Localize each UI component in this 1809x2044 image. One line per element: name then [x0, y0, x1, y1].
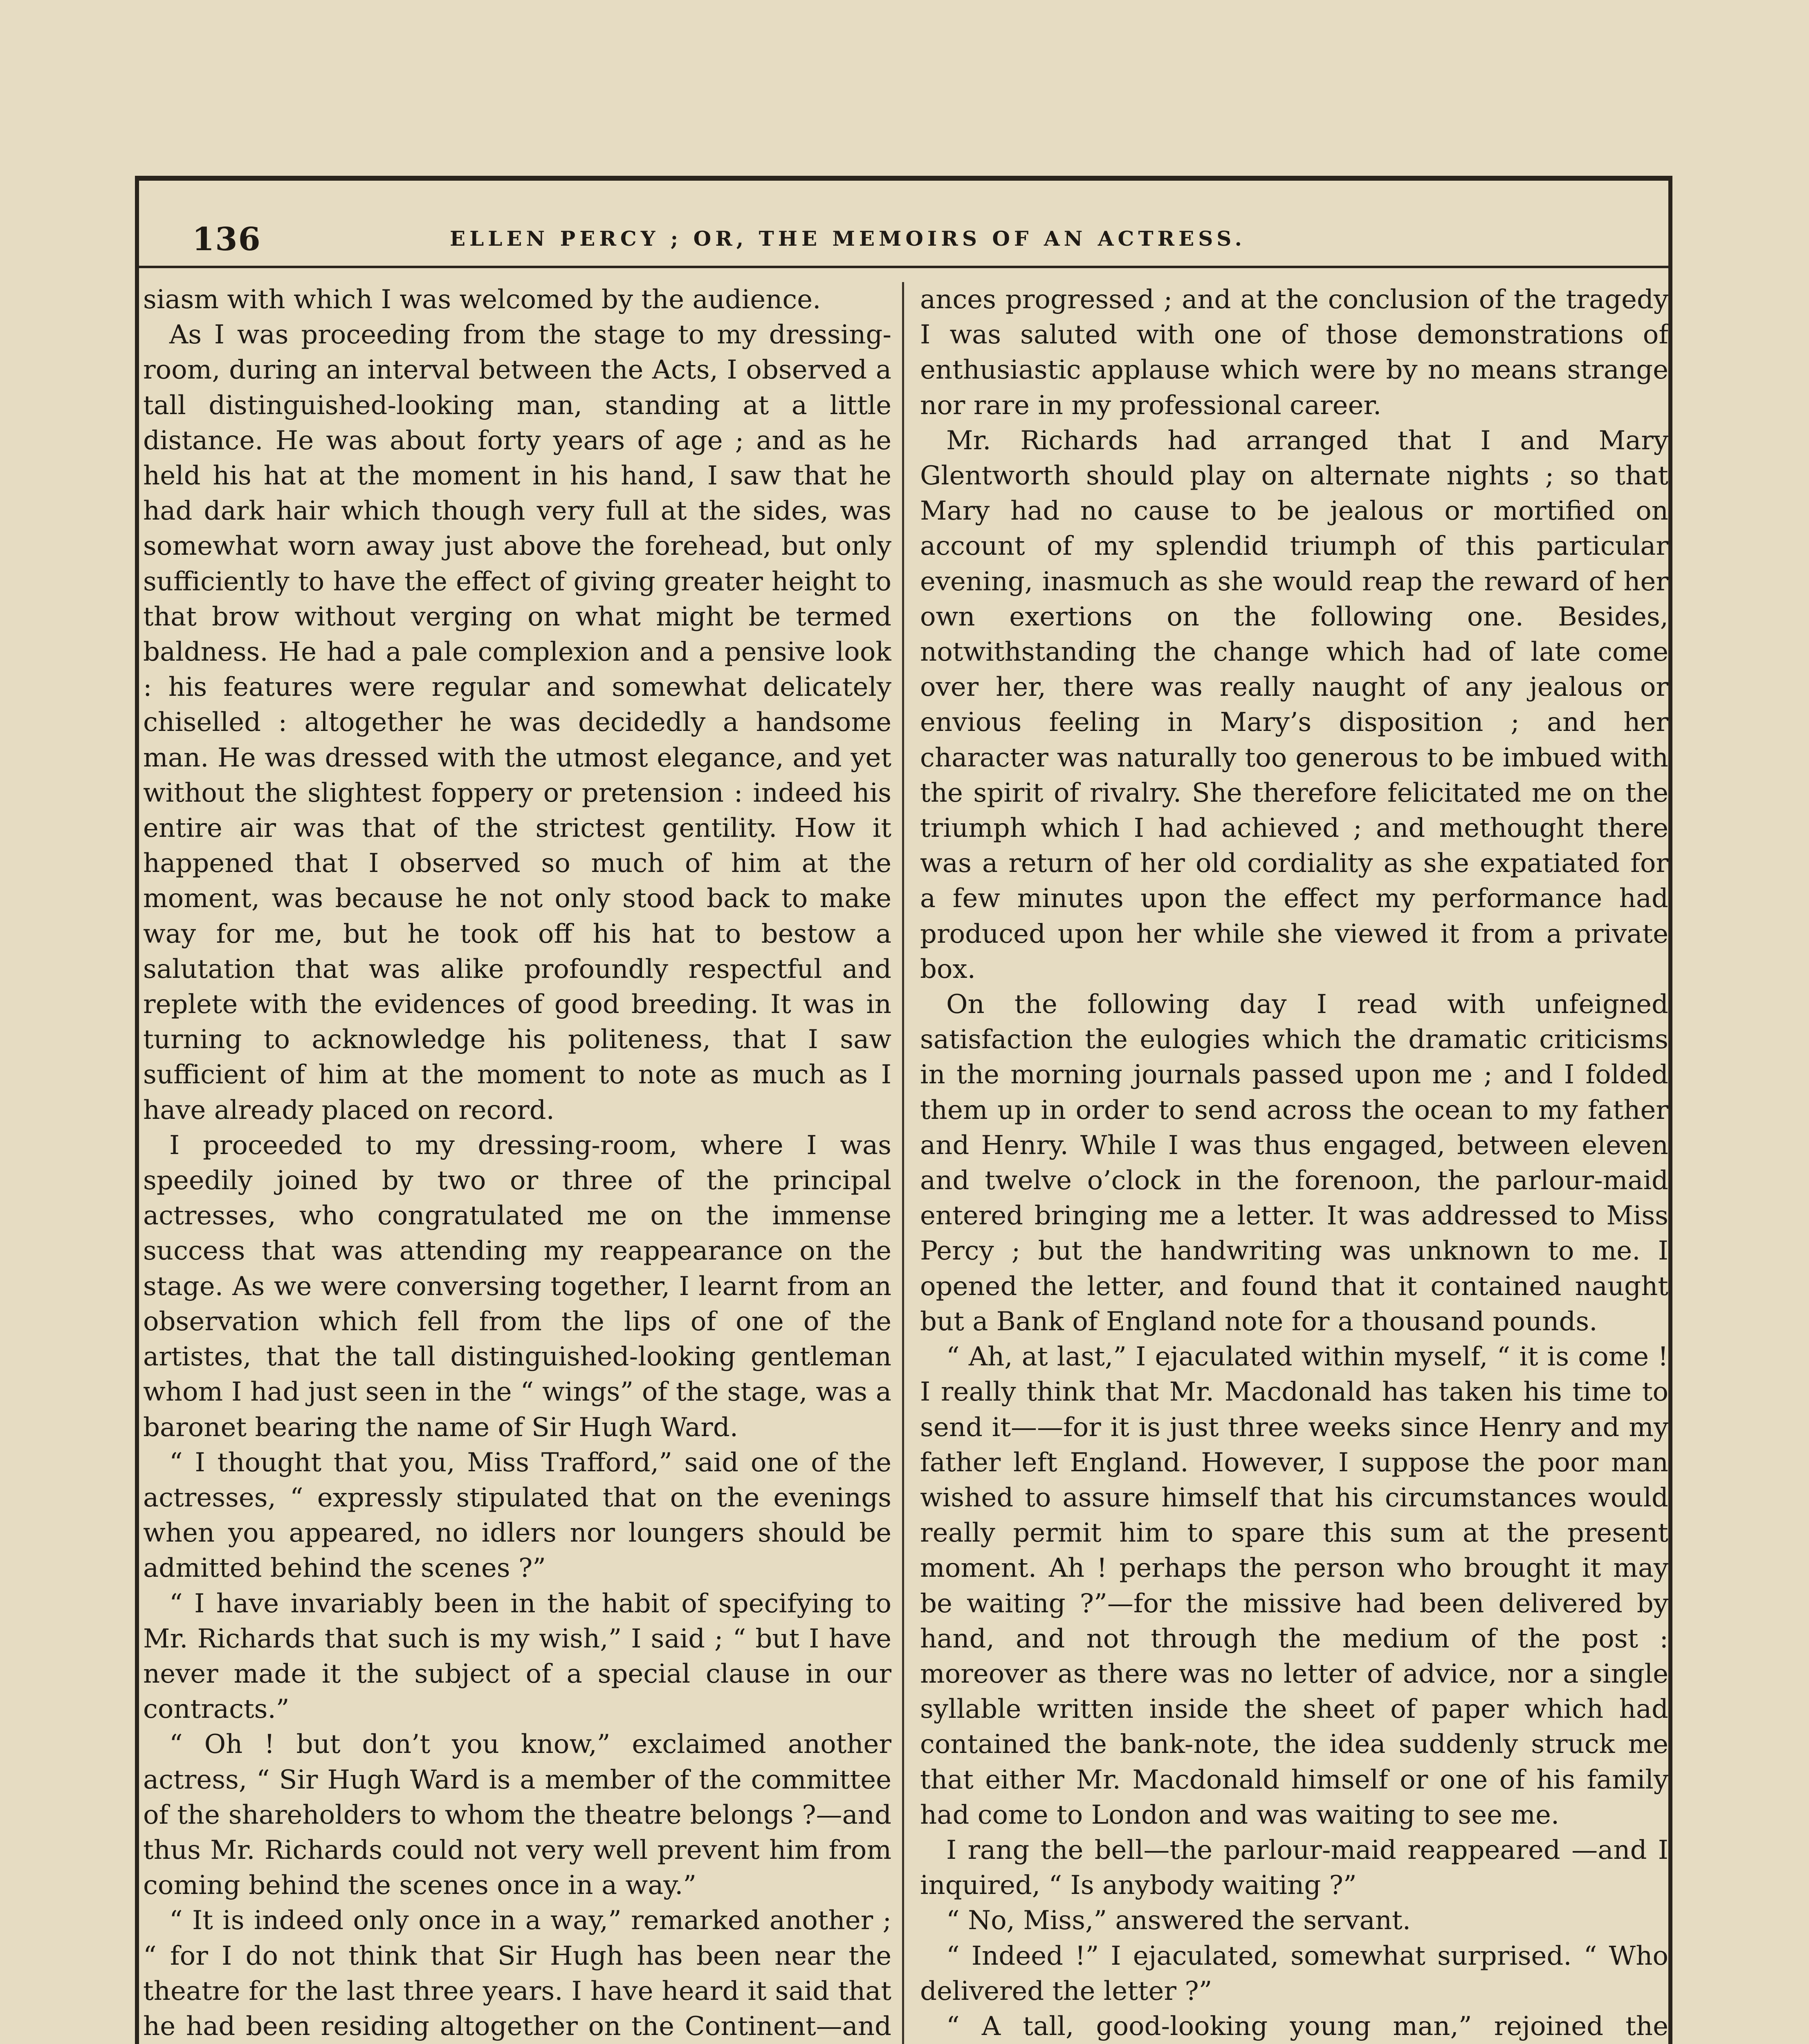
paragraph: “ No, Miss,” answered the servant. [946, 1905, 1411, 1936]
paragraph: “ Oh ! but don’t you know,” exclaimed another actress, “ Sir Hugh Ward is a member of the committee of the shareholders to whom the theatre belongs ?—and thus Mr. Richards could not very well prevent him from coming behind the scenes once in a way.” [143, 1729, 891, 1901]
paragraph: ances progressed ; and at the conclusion of the tragedy I was saluted with one of those demonstrations of enthusiastic applause which were by no means strange nor rare in my professional career. [920, 285, 1668, 421]
right-border-rule [1668, 176, 1672, 2044]
paragraph: “ I thought that you, Miss Trafford,” said one of the actresses, “ expressly stipulated that on the evenings when you appeared, no idlers nor loungers should be admitted behind the scenes ?” [143, 1447, 891, 1584]
paragraph: “ I have invariably been in the habit of specifying to Mr. Richards that such is my wish,” I said ; “ but I have never made it the subject of a special clause in our contracts.” [143, 1588, 891, 1725]
right-column [920, 282, 1668, 2044]
left-border-rule [135, 176, 139, 2044]
column-divider [902, 282, 904, 2044]
running-header [184, 213, 1656, 258]
page-number: 136 [192, 221, 261, 258]
top-border-rule [135, 176, 1672, 181]
paragraph: On the following day I read with unfeigned satisfaction the eulogies which the dramatic criticisms in the morning journals passed upon me ; and I folded them up in order to send across the ocean to my father and Henry. While I was thus engaged, between eleven and twelve o’clock in the forenoon, the parlour-maid entered bringing me a letter. It was addressed to Miss Percy ; but the handwriting was unknown to me. I opened the letter, and found that it contained naught but a Bank of England note for a thousand pounds. [920, 989, 1668, 1337]
paragraph: I rang the bell—the parlour-maid reappeared —and I inquired, “ Is anybody waiting ?” [920, 1835, 1668, 1901]
paragraph: Mr. Richards had arranged that I and Mary Glentworth should play on alternate nights ; so that Mary had no cause to be jealous or mortified on account of my splendid triumph of this particular evening, inasmuch as she would reap the reward of her own exertions on the following one. Besides, notwithstanding the change which had of late come over her, there was really naught of any jealous or envious feeling in Mary’s disposition ; and her character was naturally too generous to be imbued with the spirit of rivalry. She therefore felicitated me on the triumph which I had achieved ; and methought there was a return of her old cordiality as she expatiated for a few minutes upon the effect my performance had produced upon her while she viewed it from a private box. [920, 425, 1668, 984]
paragraph: “ Indeed !” I ejaculated, somewhat surprised. “ Who delivered the letter ?” [920, 1941, 1668, 2006]
running-title: ELLEN PERCY ; OR, THE MEMOIRS OF AN ACTRESS. [450, 226, 1246, 251]
header-rule [139, 266, 1668, 268]
paragraph: “ Ah, at last,” I ejaculated within myself, “ it is come ! I really think that Mr. Macdonald has taken his time to send it——for it is just three weeks since Henry and my father left England. However, I suppose the poor man wished to assure himself that his circumstances would really permit him to spare this sum at the present moment. Ah ! perhaps the person who brought it may be waiting ?”—for the missive had been delivered by hand, and not through the medium of the post : moreover as there was no letter of advice, nor a single syllable written inside the sheet of paper which had contained the bank-note, the idea suddenly struck me that either Mr. Macdonald himself or one of his family had come to London and was waiting to see me. [920, 1342, 1668, 1830]
left-column [143, 282, 891, 2044]
paragraph: siasm with which I was welcomed by the audience. [143, 285, 821, 315]
paragraph: “ A tall, good-looking young man,” rejoined the [946, 2011, 1668, 2042]
paragraph: I proceeded to my dressing-room, where I was speedily joined by two or three of the principal actresses, who congratulated me on the immense success that was attending my reappearance on the stage. As we were conversing together, I learnt from an observation which fell from the lips of one of the artistes, that the tall distinguished-looking gentleman whom I had just seen in the “ wings” of the stage, was a baronet bearing the name of Sir Hugh Ward. [143, 1130, 891, 1443]
paragraph: “ It is indeed only once in a way,” remarked another ; “ for I do not think that Sir Hugh has been near the theatre for the last three years. I have heard it said that he had been residing altogether on the Continent—and [143, 1905, 891, 2042]
paragraph: As I was proceeding from the stage to my dressing-room, during an interval between the Acts, I observed a tall distinguished-looking man, standing at a little distance. He was about forty years of age ; and as he held his hat at the moment in his hand, I saw that he had dark hair which though very full at the sides, was somewhat worn away just above the forehead, but only sufficiently to have the effect of giving greater height to that brow without verging on what might be termed baldness. He had a pale complexion and a pensive look : his features were regular and somewhat delicately chiselled : altogether he was decidedly a handsome man. He was dressed with the utmost elegance, and yet without the slightest foppery or pretension : indeed his entire air was that of the strictest gentility. How it happened that I observed so much of him at the moment, was because he not only stood back to make way for me, but he took off his hat to bestow a salutation that was alike profoundly respectful and replete with the evidences of good breeding. It was in turning to acknowledge his politeness, that I saw sufficient of him at the moment to note as much as I have already placed on record. [143, 320, 891, 1125]
